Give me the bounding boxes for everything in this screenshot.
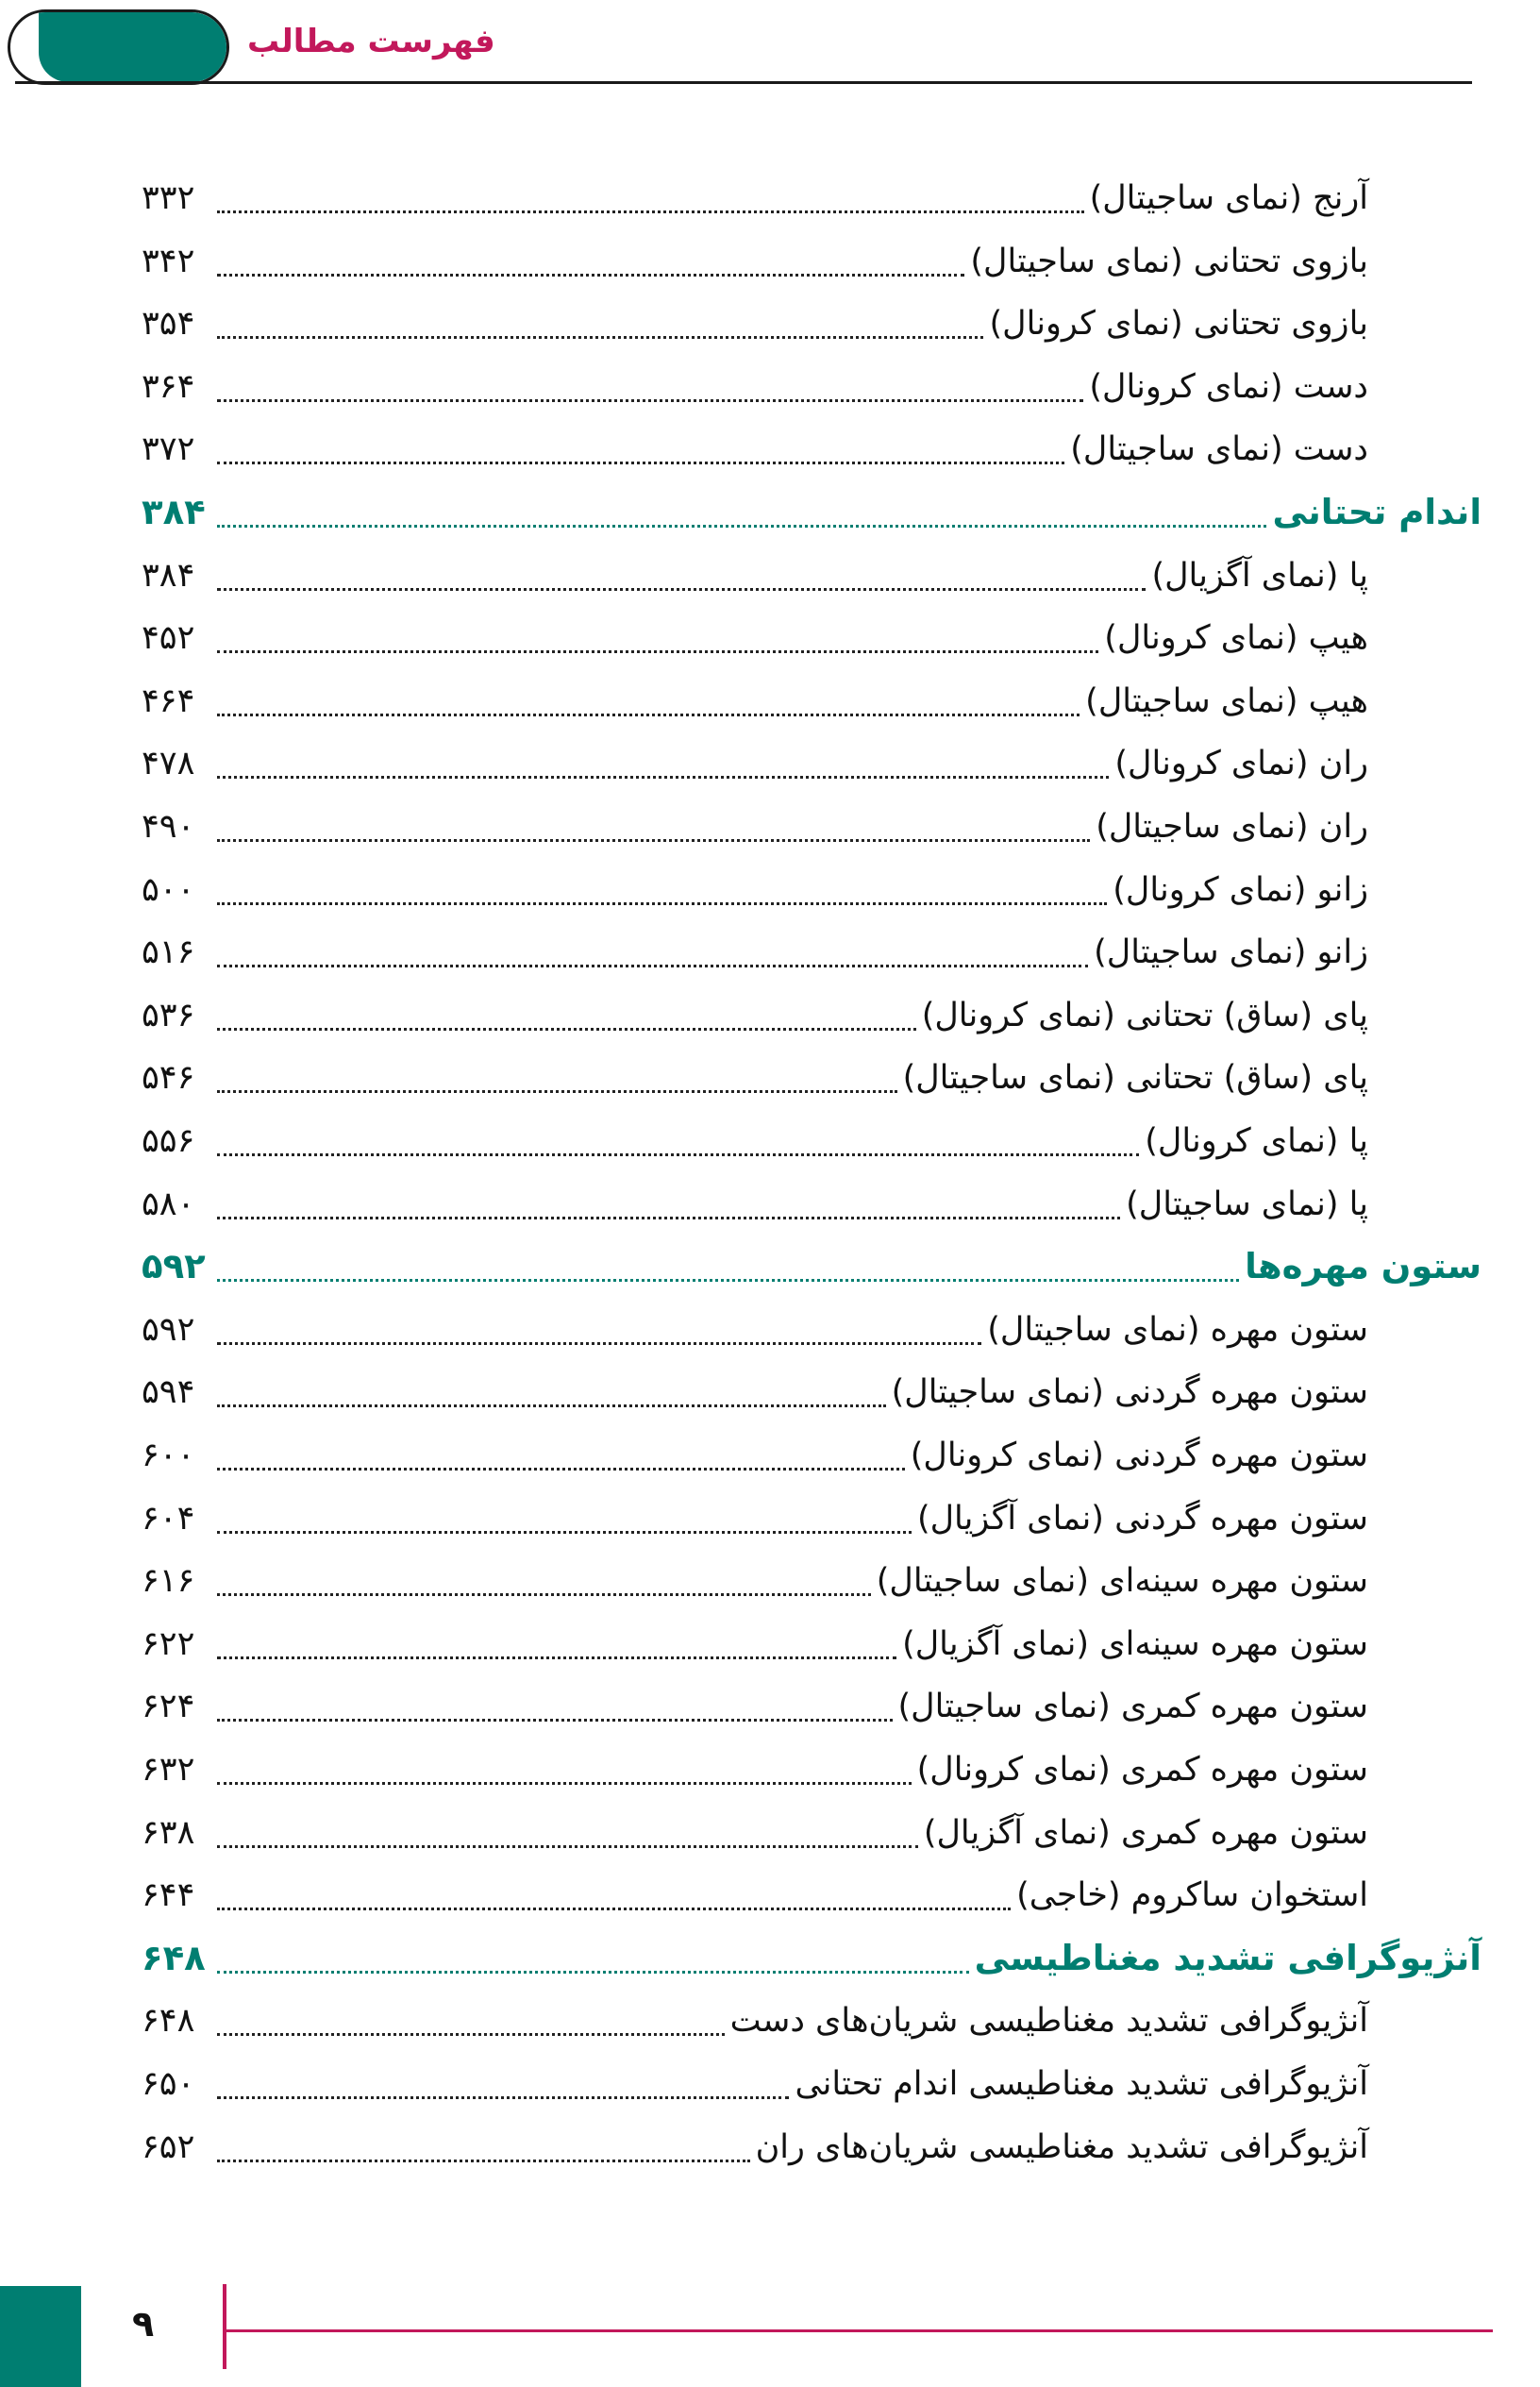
toc-entry-page-number: ۶۴۸ (142, 2002, 195, 2041)
toc-entry-page-number: ۶۴۴ (142, 1876, 195, 1915)
toc-entry[interactable] (142, 2119, 1368, 2176)
toc-entry-title: هیپ (نمای ساجیتال) (1085, 681, 1368, 720)
toc-entry-page-number: ۳۸۴ (142, 556, 195, 595)
toc-entry[interactable] (142, 170, 1368, 227)
toc-entry-page-number: ۳۸۴ (142, 492, 206, 532)
toc-leader-dots (217, 1908, 1011, 1910)
toc-entry-title: ستون مهره گردنی (نمای کرونال) (910, 1437, 1368, 1474)
toc-entry[interactable] (142, 1805, 1368, 1861)
toc-entry-page-number: ۳۵۴ (142, 305, 195, 344)
toc-entry[interactable] (142, 295, 1368, 352)
toc-entry-page-number: ۶۵۰ (142, 2065, 195, 2103)
toc-entry-page-number: ۵۸۰ (142, 1185, 195, 1223)
toc-leader-dots (217, 1153, 1139, 1156)
toc-entry[interactable] (142, 673, 1368, 730)
toc-entry-title: پا (نمای کرونال) (1145, 1122, 1368, 1160)
toc-leader-dots (217, 1971, 969, 1974)
page-header-title: فهرست مطالب (247, 23, 495, 60)
toc-leader-dots (217, 1719, 893, 1722)
toc-leader-dots (217, 1404, 886, 1407)
header-rule (15, 81, 1472, 84)
toc-entry-page-number: ۴۶۴ (142, 681, 195, 720)
toc-entry-page-number: ۶۴۸ (142, 1937, 206, 1978)
toc-entry-title: پا (نمای آگزیال) (1151, 556, 1368, 595)
toc-leader-dots (217, 1217, 1120, 1219)
toc-entry-title: ستون مهره کمری (نمای کرونال) (916, 1751, 1368, 1789)
toc-leader-dots (217, 1845, 918, 1848)
toc-entry-title: ستون مهره گردنی (نمای آگزیال) (916, 1499, 1368, 1538)
toc-leader-dots (217, 2160, 750, 2162)
toc-entry-title: ستون مهره گردنی (نمای ساجیتال) (891, 1373, 1368, 1412)
toc-entry[interactable] (142, 1553, 1368, 1609)
toc-entry-title: اندام تحتانی (1272, 492, 1481, 532)
toc-entry[interactable] (142, 421, 1368, 478)
toc-leader-dots (217, 1593, 871, 1596)
toc-leader-dots (217, 588, 1146, 591)
toc-entry-page-number: ۵۵۶ (142, 1122, 195, 1160)
toc-entry[interactable] (142, 735, 1368, 792)
toc-entry-title: ستون مهره کمری (نمای ساجیتال) (897, 1688, 1368, 1726)
toc-entry-title: بازوی تحتانی (نمای ساجیتال) (970, 242, 1368, 280)
toc-leader-dots (217, 2033, 725, 2036)
toc-entry[interactable] (142, 1616, 1368, 1673)
toc-entry-title: آنژیوگرافی تشدید مغناطیسی شریان‌های دست (729, 2002, 1368, 2041)
toc-leader-dots (217, 650, 1098, 653)
toc-leader-dots (217, 839, 1090, 842)
toc-leader-dots (217, 399, 1083, 402)
toc-entry-title: پای (ساق) تحتانی (نمای کرونال) (921, 996, 1368, 1034)
toc-section-heading[interactable] (142, 1930, 1481, 1987)
toc-leader-dots (217, 2096, 789, 2099)
toc-entry-title: هیپ (نمای کرونال) (1104, 619, 1368, 658)
toc-entry[interactable] (142, 1678, 1368, 1735)
toc-entry[interactable] (142, 924, 1368, 981)
header-tab-decoration (8, 9, 229, 85)
toc-leader-dots (217, 1468, 905, 1471)
toc-entry-page-number: ۵۳۶ (142, 996, 195, 1034)
toc-leader-dots (217, 1531, 912, 1534)
toc-entry-page-number: ۳۳۲ (142, 179, 195, 217)
toc-entry-page-number: ۶۵۲ (142, 2127, 195, 2166)
toc-leader-dots (217, 1782, 912, 1785)
toc-entry-title: ستون مهره (نمای ساجیتال) (987, 1310, 1368, 1349)
toc-entry[interactable] (142, 1741, 1368, 1798)
toc-leader-dots (217, 462, 1064, 464)
toc-leader-dots (217, 902, 1107, 905)
toc-entry[interactable] (142, 1364, 1368, 1420)
toc-leader-dots (217, 210, 1084, 213)
footer-rule (225, 2329, 1493, 2332)
toc-entry-title: بازوی تحتانی (نمای کرونال) (989, 305, 1368, 344)
toc-entry-title: پا (نمای ساجیتال) (1126, 1185, 1368, 1223)
toc-section-heading[interactable] (142, 484, 1481, 541)
toc-entry-title: استخوان ساکروم (خاجی) (1016, 1876, 1368, 1915)
toc-section-heading[interactable] (142, 1238, 1481, 1295)
toc-entry-title: ران (نمای کرونال) (1114, 745, 1368, 783)
toc-entry-title: زانو (نمای ساجیتال) (1094, 933, 1368, 972)
toc-entry-title: آرنج (نمای ساجیتال) (1089, 179, 1368, 217)
toc-entry-title: دست (نمای ساجیتال) (1070, 430, 1368, 469)
toc-leader-dots (217, 776, 1109, 779)
toc-entry-page-number: ۳۴۲ (142, 242, 195, 280)
toc-entry-page-number: ۶۰۴ (142, 1499, 195, 1538)
toc-entry-title: پای (ساق) تحتانی (نمای ساجیتال) (902, 1059, 1368, 1098)
toc-entry-title: ستون مهره سینه‌ای (نمای آگزیال) (902, 1624, 1368, 1663)
toc-entry[interactable] (142, 1176, 1368, 1233)
toc-entry-page-number: ۳۶۴ (142, 367, 195, 406)
toc-entry[interactable] (142, 1992, 1368, 2049)
toc-leader-dots (217, 1028, 916, 1031)
toc-entry-page-number: ۴۷۸ (142, 745, 195, 783)
toc-entry-title: آنژیوگرافی تشدید مغناطیسی اندام تحتانی (795, 2065, 1368, 2103)
footer-divider (223, 2284, 226, 2369)
toc-leader-dots (217, 525, 1266, 528)
toc-entry[interactable] (142, 798, 1368, 855)
toc-leader-dots (217, 1090, 897, 1093)
toc-entry-title: ران (نمای ساجیتال) (1096, 808, 1368, 846)
toc-entry[interactable] (142, 862, 1368, 918)
toc-entry-page-number: ۵۹۴ (142, 1373, 195, 1412)
toc-entry-page-number: ۵۹۲ (142, 1310, 195, 1349)
footer-page-number: ۹ (132, 2303, 155, 2345)
toc-entry-page-number: ۶۲۲ (142, 1624, 195, 1663)
toc-entry[interactable] (142, 1427, 1368, 1484)
toc-leader-dots (217, 274, 964, 277)
toc-entry-page-number: ۶۲۴ (142, 1688, 195, 1726)
toc-entry[interactable] (142, 1490, 1368, 1547)
toc-entry[interactable] (142, 233, 1368, 290)
toc-entry-title: ستون مهره کمری (نمای آگزیال) (923, 1813, 1368, 1852)
toc-entry-page-number: ۶۰۰ (142, 1437, 195, 1474)
toc-leader-dots (217, 1656, 896, 1659)
toc-entry[interactable] (142, 2056, 1368, 2112)
toc-entry-title: زانو (نمای کرونال) (1113, 870, 1368, 909)
toc-entry-page-number: ۳۷۲ (142, 430, 195, 469)
toc-entry-page-number: ۴۵۲ (142, 619, 195, 658)
toc-entry[interactable] (142, 1867, 1368, 1924)
toc-entry[interactable] (142, 987, 1368, 1044)
toc-entry-page-number: ۵۰۰ (142, 870, 195, 909)
toc-entry-page-number: ۶۱۶ (142, 1562, 195, 1601)
toc-entry-page-number: ۵۱۶ (142, 933, 195, 972)
toc-entry[interactable] (142, 1050, 1368, 1106)
toc-leader-dots (217, 1279, 1239, 1282)
toc-entry-title: ستون مهره سینه‌ای (نمای ساجیتال) (876, 1562, 1368, 1601)
toc-entry-page-number: ۶۳۸ (142, 1813, 195, 1852)
toc-entry[interactable] (142, 547, 1368, 604)
toc-entry-page-number: ۵۹۲ (142, 1246, 206, 1287)
toc-leader-dots (217, 965, 1088, 967)
toc-entry[interactable] (142, 1113, 1368, 1169)
toc-leader-dots (217, 336, 983, 339)
toc-entry-title: آنژیوگرافی تشدید مغناطیسی (974, 1937, 1481, 1978)
toc-entry[interactable] (142, 1302, 1368, 1358)
header-tab-fill (39, 12, 227, 82)
toc-entry[interactable] (142, 359, 1368, 415)
toc-leader-dots (217, 1342, 981, 1345)
toc-leader-dots (217, 714, 1080, 716)
toc-entry-title: دست (نمای کرونال) (1089, 367, 1368, 406)
toc-entry-page-number: ۶۳۲ (142, 1751, 195, 1789)
toc-entry[interactable] (142, 610, 1368, 666)
toc-entry-page-number: ۵۴۶ (142, 1059, 195, 1098)
toc-entry-page-number: ۴۹۰ (142, 808, 195, 846)
toc-entry-title: آنژیوگرافی تشدید مغناطیسی شریان‌های ران (755, 2127, 1368, 2166)
footer-color-block (0, 2286, 81, 2387)
toc-entry-title: ستون مهره‌ها (1245, 1246, 1481, 1287)
